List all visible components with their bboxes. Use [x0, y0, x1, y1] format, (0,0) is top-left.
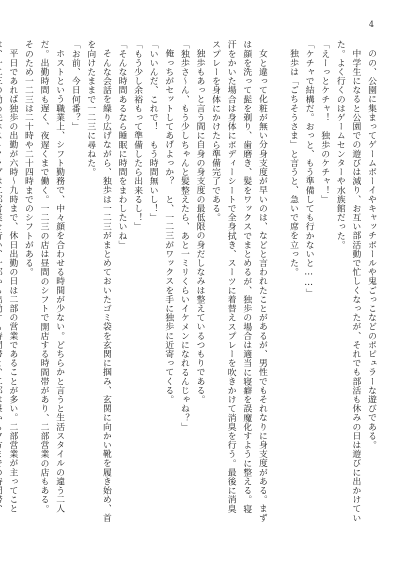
narration-paragraph: 独歩は「ごちそうさま」と言うと、急いで席を立った。	[288, 48, 299, 277]
page-number: 4	[368, 20, 374, 29]
dialog-line: 「独歩さ〜ん、もう少しちゃんと髪整えたら、あと一ミリくらいイケメンになれるんじゃね？」	[178, 40, 189, 432]
narration-paragraph: ホストという職業上、シフト勤務で、中々顔を合わせる時間が少ない。どちらかと言うと生活スタイルの違う二人だ。出勤時間も遅く、夜遅くまで働く。一二三の店は昼間のシフトで開店する時間帯があり、二部営業の店もある。そのため一二三は二十時や二十四時までのシフトがある。	[22, 40, 65, 514]
scene-break	[269, 40, 285, 522]
narration-paragraph: のの、公園に集まってゲームボーイやキャッチボールや鬼ごっこなどのポピュラーな遊びである。	[366, 48, 376, 450]
narration-paragraph: 女と違って化粧が無い分身支度が早いのは、などと言われたことがあるが、男性でもそれなりに身支度がある。まずは顔を洗って髭を剃り、歯磨き、髪をワックスでまとめるが、独歩の場合は適当に寝癖を誤魔化すように整える。寝汗をかいた場合は身体にボディーシートで全身拭き、スーツに着替えスプレーを吹きかけて消臭を行う。最後に消臭スプレーを身体にかけたら準備完了である。	[210, 40, 267, 522]
narration-paragraph: 独歩もあっと言う間に自身の身支度の最低限の身だしなみは整えているつもりである。	[194, 48, 205, 404]
narration-paragraph: 中学生になると公園での遊びは減り、お互い部活動で忙しくなったが、それでも部活も休みの日は遊びに出かけていた。よく行くのはゲームセンターや水族館だった。	[334, 40, 361, 522]
narration-paragraph: そんな会話を繰り広げながら、独歩は一二三がまとめておいたゴミ袋を玄関に掴み、玄関に向かい靴を履き始め、首を向けたままで一二三に尋ねた。	[85, 40, 111, 522]
dialog-line: 「いいんだ、これで！ もう時間無いし！」	[147, 40, 158, 222]
dialog-line: 「そんな時間あるなら睡眠に時間をまわしたいね」	[116, 40, 127, 250]
narration-paragraph: 俺っちがセットしてあげよっか？ と、一二三がワックスを手に独歩に近寄ってくる。	[163, 48, 174, 404]
dialog-line: 「えーっとケチャ！ 独歩のケチャ！」	[319, 40, 330, 204]
narration-paragraph: 平日であれば独歩の出勤が六時〜九時まで、休日出勤の日は二部の営業であることが多い。二部営業が主ってこと	[7, 48, 18, 513]
dialog-line: 「ケチャで結構だ。おっと、もう準備しても行かないと……」	[303, 40, 314, 298]
dialog-line: 「お前、今日何番？」	[69, 40, 80, 131]
dialog-line: 「もう少し余裕もって準備したら出来るし！」	[132, 40, 143, 232]
vertical-text-body	[7, 40, 378, 522]
